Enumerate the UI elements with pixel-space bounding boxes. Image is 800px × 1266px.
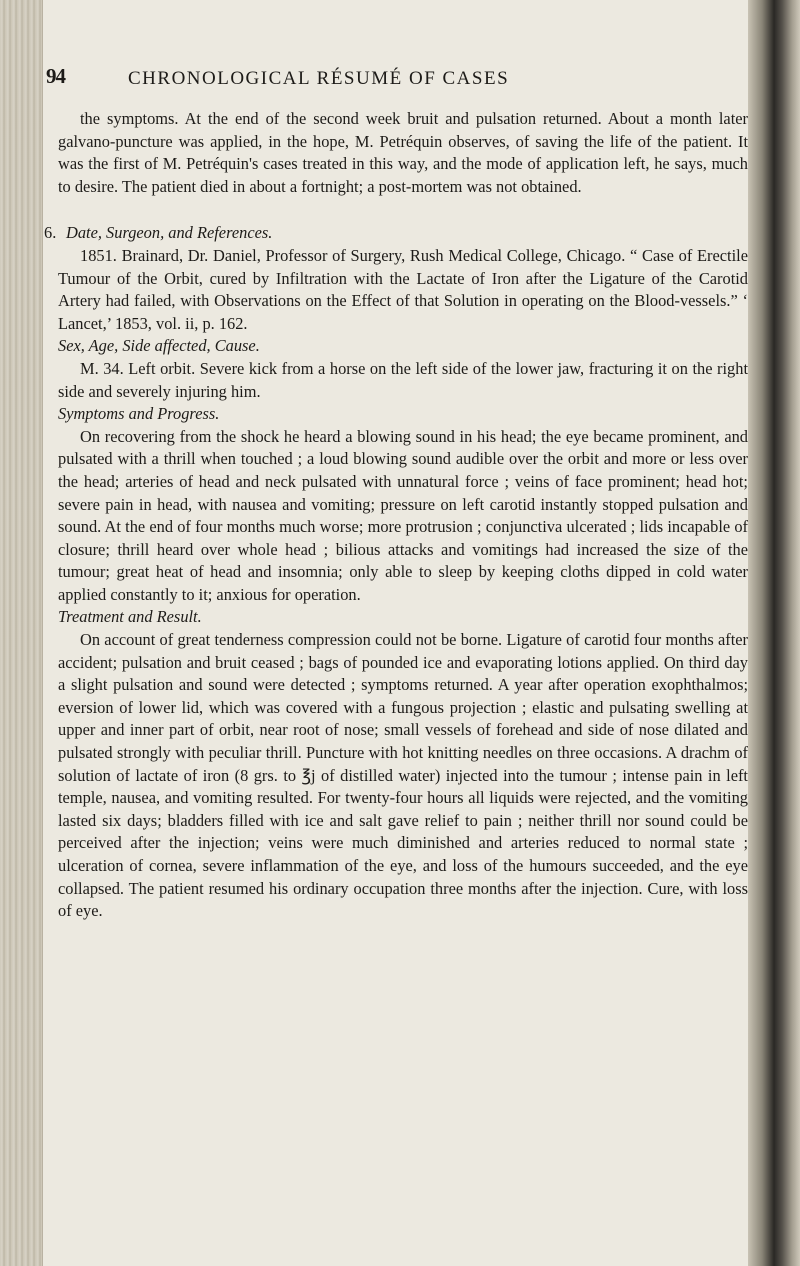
sex-age-paragraph: M. 34. Left orbit. Severe kick from a horse on the left side of the lower jaw, fracturing it on the right side and severely injuring him.	[58, 358, 748, 401]
running-head	[46, 64, 748, 94]
case-heading-treatment: Treatment and Result.	[58, 607, 202, 627]
page-number: 94	[46, 64, 65, 88]
case-heading-sex: Sex, Age, Side affected, Cause.	[58, 336, 260, 356]
symptoms-paragraph: On recovering from the shock he heard a blowing sound in his head; the eye became prominent, and pulsated with a thrill when touched ; a loud blowing sound audible over the orbit and more or less over the head; arteries of head and neck pulsated with unnatural force ; veins of face prominent; head hot; severe pain in head, with nausea and vomiting; pressure on left carotid instantly stopped pulsation and sound. At the end of four months much worse; more protrusion ; conjunctiva ulcerated ; lids incapable of closure; thrill heard over whole head ; bilious attacks and vomitings had increased the size of the tumour; great heat of head and insomnia; only able to sleep by keeping cloths dipped in cold water applied constantly to it; anxious for operation.	[58, 426, 748, 604]
reference-paragraph: 1851. Brainard, Dr. Daniel, Professor of Surgery, Rush Medical College, Chicago. “ Case of Erectile Tumour of the Orbit, cured by Infiltration with the Lactate of Iron after the Ligature of the Carotid Artery had failed, with Observations on the Effect of that Solution in operating on the Blood-vessels.” ‘ Lancet,’ 1853, vol. ii, p. 162.	[58, 245, 748, 333]
left-page-margin	[0, 0, 43, 1266]
case-heading-date	[44, 222, 748, 245]
case-number: 6.	[44, 223, 57, 243]
book-spine-shadow	[748, 0, 800, 1266]
intro-paragraph: the symptoms. At the end of the second week bruit and pulsation returned. About a month later galvano-puncture was applied, in the hope, M. Petréquin observes, of saving the life of the patient. It was the first of M. Petréquin's cases treated in this way, and the mode of application left, he says, much to desire. The patient died in about a fortnight; a post-mortem was not obtained.	[58, 109, 748, 196]
treatment-paragraph: On account of great tenderness compression could not be borne. Ligature of carotid four months after accident; pulsation and bruit ceased ; bags of pounded ice and evaporating lotions applied. On third day a slight pulsation and sound were detected ; symptoms returned. A year after operation exophthalmos; eversion of lower lid, which was covered with a fungous projection ; elastic and pulsating swelling at upper and inner part of orbit, near root of nose; small vessels of forehead and side of nose dilated and pulsated strongly with peculiar thrill. Puncture with hot knitting needles on three occasions. A drachm of solution of lactate of iron (8 grs. to ℥j of distilled water) injected into the tumour ; intense pain in left temple, nausea, and vomiting resulted. For twenty-four hours all liquids were rejected, and the vomiting lasted six days; bladders filled with ice and salt gave relief to pain ; neither thrill nor sound could be perceived after the injection; veins were much diminished and arteries reduced to normal state ; ulceration of cornea, severe inflammation of the eye, and loss of the humours succeeded, and the eye collapsed. The patient resumed his ordinary occupation three months after the injection. Cure, with loss of eye.	[58, 630, 748, 921]
heading-date-text: Date, Surgeon, and References.	[66, 223, 273, 243]
case-heading-symptoms: Symptoms and Progress.	[58, 404, 220, 424]
page-body	[44, 108, 748, 923]
running-head-title: CHRONOLOGICAL RÉSUMÉ OF CASES	[128, 68, 510, 89]
